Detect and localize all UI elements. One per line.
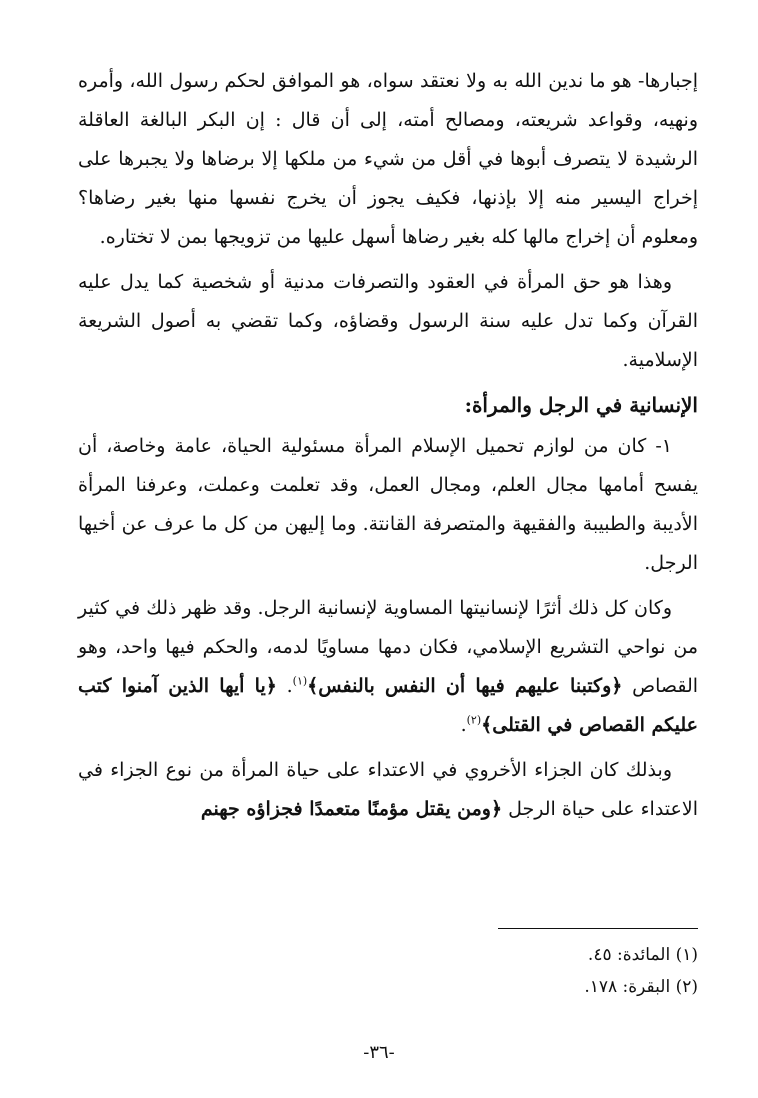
section-heading: الإنسانية في الرجل والمرأة: <box>464 393 698 417</box>
quran-verse-2: ﴿يا أيها الذين آمنوا كتب عليكم القصاص في القتلى﴾ <box>78 675 698 736</box>
paragraph-1: إجبارها- هو ما ندين الله به ولا نعتقد سواه، هو الموافق لحكم رسول الله، وأمره ونهيه، وقواعد شريعته، ومصالح أمته، إلى أن قال : إن البكر البالغة العاقلة الرشيدة لا يتصرف أبوها في أقل من شيء من ملكها إلا برضاها ولا يجبرها على إخراج اليسير منه إلا بإذنها، فكيف يجوز أن يخرج نفسها منها بغير رضاها؟ ومعلوم أن إخراج مالها كله بغير رضاها أسهل عليها من تزويجها بمن لا تختاره. <box>78 70 698 248</box>
footnote-divider <box>498 928 698 929</box>
paragraph-2: وهذا هو حق المرأة في العقود والتصرفات مدنية أو شخصية كما يدل عليه القرآن وكما تدل عليه سنة الرسول وقضاؤه، وكما تقضي به أصول الشريعة الإسلامية. <box>78 271 698 371</box>
paragraph-4 <box>78 589 698 745</box>
paragraph-4-text-c: . <box>460 714 467 736</box>
quran-verse-1: ﴿وكتبنا عليهم فيها أن النفس بالنفس﴾ <box>307 675 623 697</box>
quran-verse-3: ﴿ومن يقتل مؤمنًا متعمدًا فجزاؤه جهنم <box>200 798 503 820</box>
paragraph-4-text-b: . <box>286 675 293 697</box>
footnote-ref-2: (٢) <box>466 713 482 727</box>
page-number: -٣٦- <box>363 1042 395 1063</box>
paragraph-3: ١- كان من لوازم تحميل الإسلام المرأة مسئولية الحياة، عامة وخاصة، أن يفسح أمامها مجال العلم، ومجال العمل، وقد تعلمت وعملت، وعرفنا المرأة الأديبة والطبيبة والفقيهة والمتصرفة القانتة. وما إليهن من كل ما عرف عن أخيها الرجل. <box>78 435 698 574</box>
page-body <box>78 62 698 829</box>
footnote-2: (٢) البقرة: ١٧٨. <box>584 977 698 997</box>
footnotes <box>78 928 698 1003</box>
footnote-1: (١) المائدة: ٤٥. <box>587 945 698 965</box>
paragraph-5 <box>78 751 698 829</box>
paragraph-4-text-a: وكان كل ذلك أثرًا لإنسانيتها المساوية لإنسانية الرجل. وقد ظهر ذلك في كثير من نواحي التشريع الإسلامي، فكان دمها مساويًا لدمه، والحكم فيها واحد، وهو القصاص <box>78 597 699 697</box>
paragraph-5-text: وبذلك كان الجزاء الأخروي في الاعتداء على حياة المرأة من نوع الجزاء في الاعتداء على حياة الرجل <box>78 759 698 820</box>
footnote-ref-1: (١) <box>292 674 308 688</box>
